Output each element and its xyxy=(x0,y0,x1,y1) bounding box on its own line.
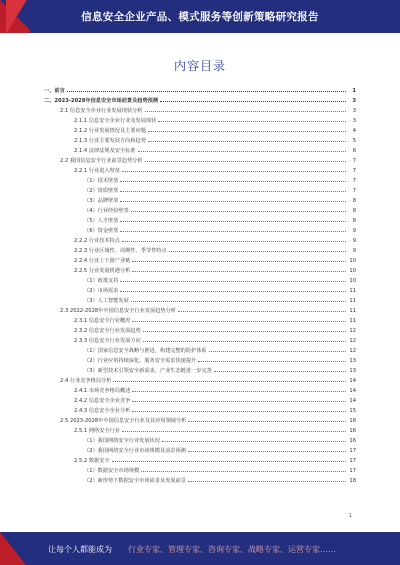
toc-entry-text: 2.2.1 行业进入壁垒 xyxy=(74,168,120,174)
toc-entry-page: 9 xyxy=(352,228,356,234)
toc-entry-text: （1）我国网络安全行业发展状况 xyxy=(84,438,160,444)
toc-entry-page: 1 xyxy=(352,88,356,94)
toc-entry[interactable] xyxy=(44,344,356,354)
toc-entry-text: （2）新形势下数据安全市场需求及发展前景 xyxy=(84,478,186,484)
toc-entry-text: 2.3.3 信息安全行业发展方向 xyxy=(74,338,141,344)
toc-entry-text: 2.2.3 行业区域性、周期性、季节性特点 xyxy=(74,248,167,254)
toc-entry-text: （2）资质壁垒 xyxy=(84,188,119,194)
toc-entry-text: 2.1.2 行业发展情况及主要问题 xyxy=(74,128,146,134)
toc-entry-text: 2.3 2022-2028年中国信息安全行业发展趋势分析 xyxy=(60,308,176,314)
toc-entry[interactable] xyxy=(44,354,356,364)
toc-entry-page: 8 xyxy=(352,198,356,204)
toc-entry-page: 17 xyxy=(349,448,356,454)
toc-dot-leader xyxy=(122,171,346,172)
toc-entry-text: （1）数据安全市场规模 xyxy=(84,468,140,474)
toc-entry[interactable] xyxy=(44,314,356,324)
toc-dot-leader xyxy=(120,281,346,282)
toc-entry-text: （6）资金壁垒 xyxy=(84,228,119,234)
toc-dot-leader xyxy=(158,121,346,122)
toc-entry-page: 14 xyxy=(349,378,356,384)
report-title: 信息安全企业产品、模式服务等创新策略研究报告 xyxy=(81,11,319,23)
toc-dot-leader xyxy=(214,371,346,372)
toc-dot-leader xyxy=(132,401,346,402)
toc-entry[interactable] xyxy=(44,464,356,474)
toc-dot-leader xyxy=(162,441,346,442)
toc-entry-text: 2.3.1 信息安全行业概况 xyxy=(74,318,131,324)
toc-entry[interactable] xyxy=(44,294,356,304)
toc-entry-page: 3 xyxy=(352,118,356,124)
toc-dot-leader xyxy=(188,481,346,482)
toc-entry[interactable] xyxy=(44,304,356,314)
toc-entry[interactable] xyxy=(44,214,356,224)
toc-entry-page: 6 xyxy=(352,148,356,154)
page-number: 1 xyxy=(348,513,352,519)
toc-dot-leader xyxy=(169,251,346,252)
toc-entry-page: 18 xyxy=(349,478,356,484)
toc-dot-leader xyxy=(132,411,346,412)
toc-entry[interactable] xyxy=(44,254,356,264)
toc-entry[interactable] xyxy=(44,374,356,384)
toc-entry[interactable] xyxy=(44,274,356,284)
toc-entry-text: （3）品牌壁垒 xyxy=(84,198,119,204)
toc-entry-text: 2.1.4 法律法规及安全标准 xyxy=(74,148,136,154)
toc-entry-page: 3 xyxy=(352,98,356,104)
toc-entry[interactable] xyxy=(44,154,356,164)
toc-entry-page: 9 xyxy=(352,238,356,244)
toc-entry-text: 2.5.2 数据安全 xyxy=(74,458,110,464)
toc-entry-text: （1）技术壁垒 xyxy=(84,178,119,184)
toc-entry[interactable] xyxy=(44,454,356,464)
toc-entry-text: 2.5 2023-2028年中国信息安全行业及其应用领域分析 xyxy=(60,418,187,424)
toc-entry-text: （2）行业应用持续深化，服务安全需求快速提升 xyxy=(84,358,197,364)
toc-entry-text: 2.3.2 信息安全行业发展趋势 xyxy=(74,328,141,334)
toc-dot-leader xyxy=(120,181,346,182)
toc-entry-page: 12 xyxy=(349,338,356,344)
toc-dot-leader xyxy=(148,141,346,142)
toc-entry-text: 二、2023-2028年信息安全市场前景及趋势预测 xyxy=(44,98,159,104)
toc-entry[interactable] xyxy=(44,204,356,214)
toc-dot-leader xyxy=(67,91,346,92)
toc-entry-text: （3）新型技术引领安全新需求，产业生态链进一步完善 xyxy=(84,368,212,374)
toc-entry[interactable] xyxy=(44,194,356,204)
toc-entry-text: 2.1 信息安全企业行业发展现状分析 xyxy=(60,108,143,114)
toc-entry[interactable] xyxy=(44,184,356,194)
footer-slogan: 让每个人都能成为 xyxy=(48,545,112,554)
toc-entry-page: 11 xyxy=(349,318,356,324)
toc-entry[interactable] xyxy=(44,234,356,244)
toc-entry[interactable] xyxy=(44,424,356,434)
toc-entry[interactable] xyxy=(44,324,356,334)
toc-dot-leader xyxy=(132,391,346,392)
toc-entry-page: 17 xyxy=(349,458,356,464)
toc-entry-page: 9 xyxy=(352,248,356,254)
toc-entry-text: 2.1.3 行业主要发展方向和趋势 xyxy=(74,138,146,144)
toc-dot-leader xyxy=(188,421,346,422)
toc-dot-leader xyxy=(120,231,346,232)
toc-entry-text: （4）行业经验壁垒 xyxy=(84,208,129,214)
toc-dot-leader xyxy=(113,381,346,382)
toc-dot-leader xyxy=(209,351,346,352)
toc-title: 内容目录 xyxy=(173,59,226,73)
footer-roles: 行业专家、管理专家、咨询专家、战略专家、运营专家…… xyxy=(128,545,336,554)
toc-entry-text: 2.4.2 信息安全企业竞争 xyxy=(74,398,131,404)
footer-red-decoration xyxy=(0,532,26,565)
toc-dot-leader xyxy=(198,361,346,362)
toc-entry-page: 17 xyxy=(349,468,356,474)
toc-dot-leader xyxy=(132,271,346,272)
toc-entry-text: （2）市场需求 xyxy=(84,288,119,294)
toc-entry[interactable] xyxy=(44,224,356,234)
toc-entry-page: 10 xyxy=(349,258,356,264)
toc-entry-text: （1）政策支持 xyxy=(84,278,119,284)
toc-entry-page: 8 xyxy=(352,208,356,214)
toc-entry[interactable] xyxy=(44,394,356,404)
toc-entry[interactable] xyxy=(44,104,356,114)
toc-entry-text: 2.2 我国信息安全行业前景趋势分析 xyxy=(60,158,143,164)
toc-dot-leader xyxy=(145,161,346,162)
toc-entry[interactable] xyxy=(44,404,356,414)
toc-entry[interactable] xyxy=(44,164,356,174)
toc-entry-text: 一、前言 xyxy=(44,88,65,94)
toc-entry-page: 3 xyxy=(352,108,356,114)
toc-entry[interactable] xyxy=(44,284,356,294)
toc-entry-page: 15 xyxy=(349,408,356,414)
toc-entry-page: 7 xyxy=(352,178,356,184)
toc-dot-leader xyxy=(143,341,346,342)
toc-entry-page: 8 xyxy=(352,218,356,224)
toc-entry-text: 2.4.1 市场竞争格局概述 xyxy=(74,388,131,394)
toc-dot-leader xyxy=(120,221,346,222)
toc-entry-page: 14 xyxy=(349,388,356,394)
toc-entry-page: 16 xyxy=(349,438,356,444)
toc-dot-leader xyxy=(120,201,346,202)
toc-entry-text: （5）人才壁垒 xyxy=(84,218,119,224)
toc-entry-page: 4 xyxy=(352,128,356,134)
toc-entry-page: 14 xyxy=(349,398,356,404)
toc-entry[interactable] xyxy=(44,244,356,254)
toc-entry-text: （3）人工智能发展 xyxy=(84,298,129,304)
toc-entry-text: （2）我国网络安全行业市场规模及前景预测 xyxy=(84,448,186,454)
toc-dot-leader xyxy=(141,471,346,472)
toc-dot-leader xyxy=(120,191,346,192)
toc-dot-leader xyxy=(178,311,346,312)
toc-entry[interactable] xyxy=(44,174,356,184)
toc-entry-page: 7 xyxy=(352,158,356,164)
toc-dot-leader xyxy=(120,291,346,292)
toc-entry[interactable] xyxy=(44,434,356,444)
toc-entry[interactable] xyxy=(44,334,356,344)
toc-entry-page: 11 xyxy=(349,298,356,304)
table-of-contents xyxy=(44,84,356,484)
toc-dot-leader xyxy=(145,111,346,112)
toc-entry-page: 7 xyxy=(352,168,356,174)
toc-entry-page: 5 xyxy=(352,138,356,144)
toc-dot-leader xyxy=(122,241,346,242)
toc-entry-text: 2.2.5 行业发展机遇分析 xyxy=(74,268,131,274)
toc-entry-page: 16 xyxy=(349,428,356,434)
toc-entry[interactable] xyxy=(44,94,356,104)
toc-dot-leader xyxy=(132,321,346,322)
toc-dot-leader xyxy=(143,331,346,332)
report-header xyxy=(0,0,400,33)
toc-entry-page: 11 xyxy=(349,308,356,314)
toc-entry[interactable] xyxy=(44,134,356,144)
toc-entry[interactable] xyxy=(44,84,356,94)
toc-entry-text: 2.4 行业竞争格局分析 xyxy=(60,378,112,384)
toc-entry[interactable] xyxy=(44,364,356,374)
toc-entry-page: 12 xyxy=(349,328,356,334)
toc-entry-page: 13 xyxy=(349,368,356,374)
toc-entry[interactable] xyxy=(44,414,356,424)
toc-dot-leader xyxy=(138,151,346,152)
toc-entry[interactable] xyxy=(44,474,356,484)
toc-entry[interactable] xyxy=(44,444,356,454)
toc-entry-page: 13 xyxy=(349,358,356,364)
toc-entry-text: 2.2.4 行业上下游产业链 xyxy=(74,258,131,264)
toc-entry[interactable] xyxy=(44,124,356,134)
toc-dot-leader xyxy=(131,211,346,212)
toc-entry-text: 2.5.1 网络安全行业 xyxy=(74,428,120,434)
toc-entry-page: 7 xyxy=(352,188,356,194)
toc-dot-leader xyxy=(122,431,346,432)
report-footer xyxy=(0,532,400,565)
toc-entry[interactable] xyxy=(44,144,356,154)
toc-entry-page: 10 xyxy=(349,268,356,274)
toc-dot-leader xyxy=(148,131,346,132)
toc-dot-leader xyxy=(160,101,346,102)
toc-entry[interactable] xyxy=(44,114,356,124)
toc-entry-page: 11 xyxy=(349,288,356,294)
toc-entry-page: 16 xyxy=(349,418,356,424)
toc-entry-text: （1）国家信息安全战略与推进，构建完整的防护体系 xyxy=(84,348,207,354)
toc-entry[interactable] xyxy=(44,384,356,394)
toc-dot-leader xyxy=(112,461,346,462)
toc-entry-text: 2.2.2 行业技术特点 xyxy=(74,238,120,244)
toc-entry-page: 10 xyxy=(349,278,356,284)
toc-entry-text: 2.1.1 信息安全企业行业及发展现状 xyxy=(74,118,157,124)
toc-dot-leader xyxy=(131,301,346,302)
toc-entry-text: 2.4.3 信息安全企业分析 xyxy=(74,408,131,414)
toc-dot-leader xyxy=(188,451,346,452)
toc-entry-page: 12 xyxy=(349,348,356,354)
toc-entry[interactable] xyxy=(44,264,356,274)
toc-dot-leader xyxy=(132,261,346,262)
